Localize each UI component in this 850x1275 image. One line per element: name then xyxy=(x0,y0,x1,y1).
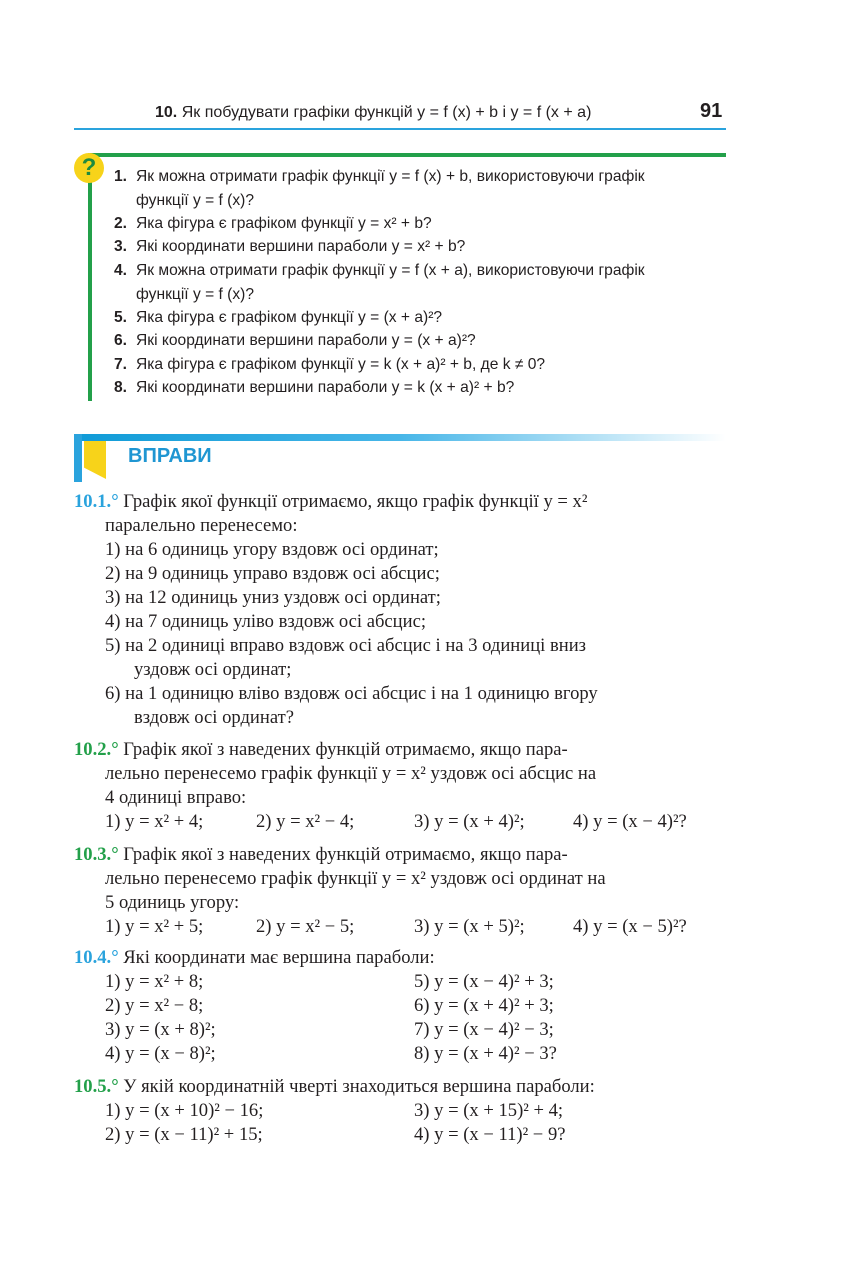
exercise-10-1: 10.1.° Графік якої функції отримаємо, якщо графік функції y = x² паралельно перенесемо: 1) на 6 одиниць угору вздовж осі ординат; 2) на 9 одиниць управо вздовж осі абсцис; 3) на 12 одиниць униз уздовж осі ординат; 4) на 7 одиниць уліво вздовж осі абсцис; 5) на 2 одиниці вправо вздовж осі абсцис і на 3 одиниці вниз уздовж осі ординат; 6) на 1 одиницю вліво вздовж осі абсцис і на 1 одиницю вгору вздовж осі ординат? xyxy=(74,490,726,730)
exercise-10-5-left-column xyxy=(105,1099,263,1147)
list-item: 2) на 9 одиниць управо вздовж осі абсцис; xyxy=(105,563,440,584)
list-item: 3) y = (x + 15)² + 4; xyxy=(414,1100,564,1121)
option: 4) y = (x − 5)²? xyxy=(573,916,687,937)
list-item: вздовж осі ординат? xyxy=(134,707,294,728)
exercise-10-5-right-column xyxy=(414,1099,566,1147)
exercise-number: 10.2.° xyxy=(74,739,119,760)
section-number: 10. xyxy=(155,104,178,121)
list-item: 4) y = (x − 8)²; xyxy=(105,1043,216,1064)
section-title: Як побудувати графіки функцій y = f (x) + b і y = f (x + a) xyxy=(181,104,592,121)
list-item: 5) y = (x − 4)² + 3; xyxy=(414,971,554,992)
question-item: 4. Як можна отримати графік функції y = f (x + a), використовуючи графік функції y = f (x)? xyxy=(114,262,645,303)
list-item: 4) y = (x − 11)² − 9? xyxy=(414,1124,566,1145)
review-questions xyxy=(74,153,726,403)
exercise-10-4: 10.4.° Які координати має вершина параболи: xyxy=(74,947,435,968)
list-item: 3) на 12 одиниць униз уздовж осі ординат; xyxy=(105,587,441,608)
option: 2) y = x² − 4; xyxy=(256,811,355,832)
list-item: 6) y = (x + 4)² + 3; xyxy=(414,995,554,1016)
list-item: 2) y = (x − 11)² + 15; xyxy=(105,1124,263,1145)
option: 2) y = x² − 5; xyxy=(256,916,355,937)
exercise-number: 10.1.° xyxy=(74,491,119,512)
list-item: 7) y = (x − 4)² − 3; xyxy=(414,1019,554,1040)
question-mark-icon: ? xyxy=(74,153,104,183)
option: 1) y = x² + 5; xyxy=(105,916,204,937)
banner-yellow-tab xyxy=(84,441,106,479)
exercises-title: ВПРАВИ xyxy=(128,445,212,467)
header-rule xyxy=(74,128,726,130)
list-item: 2) y = x² − 8; xyxy=(105,995,204,1016)
list-item: 1) y = (x + 10)² − 16; xyxy=(105,1100,264,1121)
list-item: 1) y = x² + 8; xyxy=(105,971,204,992)
questions-top-bar xyxy=(88,153,726,157)
question-item: 5. Яка фігура є графіком функції y = (x + a)²? xyxy=(114,309,443,326)
exercise-10-4-right-column xyxy=(414,970,557,1066)
option: 1) y = x² + 4; xyxy=(105,811,204,832)
list-item: 6) на 1 одиницю вліво вздовж осі абсцис і на 1 одиницю вгору xyxy=(105,683,598,704)
question-item: 1. Як можна отримати графік функції y = f (x) + b, використовуючи графік функції y = f (x)? xyxy=(114,168,645,209)
list-item: 5) на 2 одиниці вправо вздовж осі абсцис і на 3 одиниці вниз xyxy=(105,635,587,656)
question-item: 6. Які координати вершини параболи y = (x + a)²? xyxy=(114,332,476,349)
exercise-10-2: 10.2.° Графік якої з наведених функцій отримаємо, якщо пара- лельно перенесемо графік функції y = x² уздовж осі абсцис на 4 одиниці вправо: xyxy=(74,739,597,808)
option: 3) y = (x + 5)²; xyxy=(414,916,525,937)
exercises-banner xyxy=(74,434,726,482)
exercise-number: 10.4.° xyxy=(74,947,119,968)
exercise-number: 10.5.° xyxy=(74,1076,119,1097)
question-item: 2. Яка фігура є графіком функції y = x² + b? xyxy=(114,215,432,232)
exercise-10-5: 10.5.° У якій координатній чверті знаходиться вершина параболи: xyxy=(74,1076,595,1097)
banner-blue-tab xyxy=(74,434,82,482)
exercise-10-3: 10.3.° Графік якої з наведених функцій отримаємо, якщо пара- лельно перенесемо графік функції y = x² уздовж осі ординат на 5 одиниць угору: xyxy=(74,844,606,913)
list-item: уздовж осі ординат; xyxy=(134,659,292,680)
option: 3) y = (x + 4)²; xyxy=(414,811,525,832)
exercise-number: 10.3.° xyxy=(74,844,119,865)
banner-gradient-bar xyxy=(74,434,726,441)
question-item: 7. Яка фігура є графіком функції y = k (x + a)² + b, де k ≠ 0? xyxy=(114,356,546,373)
question-item: 8. Які координати вершини параболи y = k (x + a)² + b? xyxy=(114,379,515,396)
page-header xyxy=(0,98,850,130)
option: 4) y = (x − 4)²? xyxy=(573,811,687,832)
exercise-10-4-left-column xyxy=(105,970,216,1066)
questions-side-bar xyxy=(88,153,92,401)
question-item: 3. Які координати вершини параболи y = x² + b? xyxy=(114,238,466,255)
list-item: 1) на 6 одиниць угору вздовж осі ординат; xyxy=(105,539,439,560)
list-item: 8) y = (x + 4)² − 3? xyxy=(414,1043,557,1064)
list-item: 4) на 7 одиниць уліво вздовж осі абсцис; xyxy=(105,611,427,632)
list-item: 3) y = (x + 8)²; xyxy=(105,1019,216,1040)
page-number: 91 xyxy=(700,100,723,122)
